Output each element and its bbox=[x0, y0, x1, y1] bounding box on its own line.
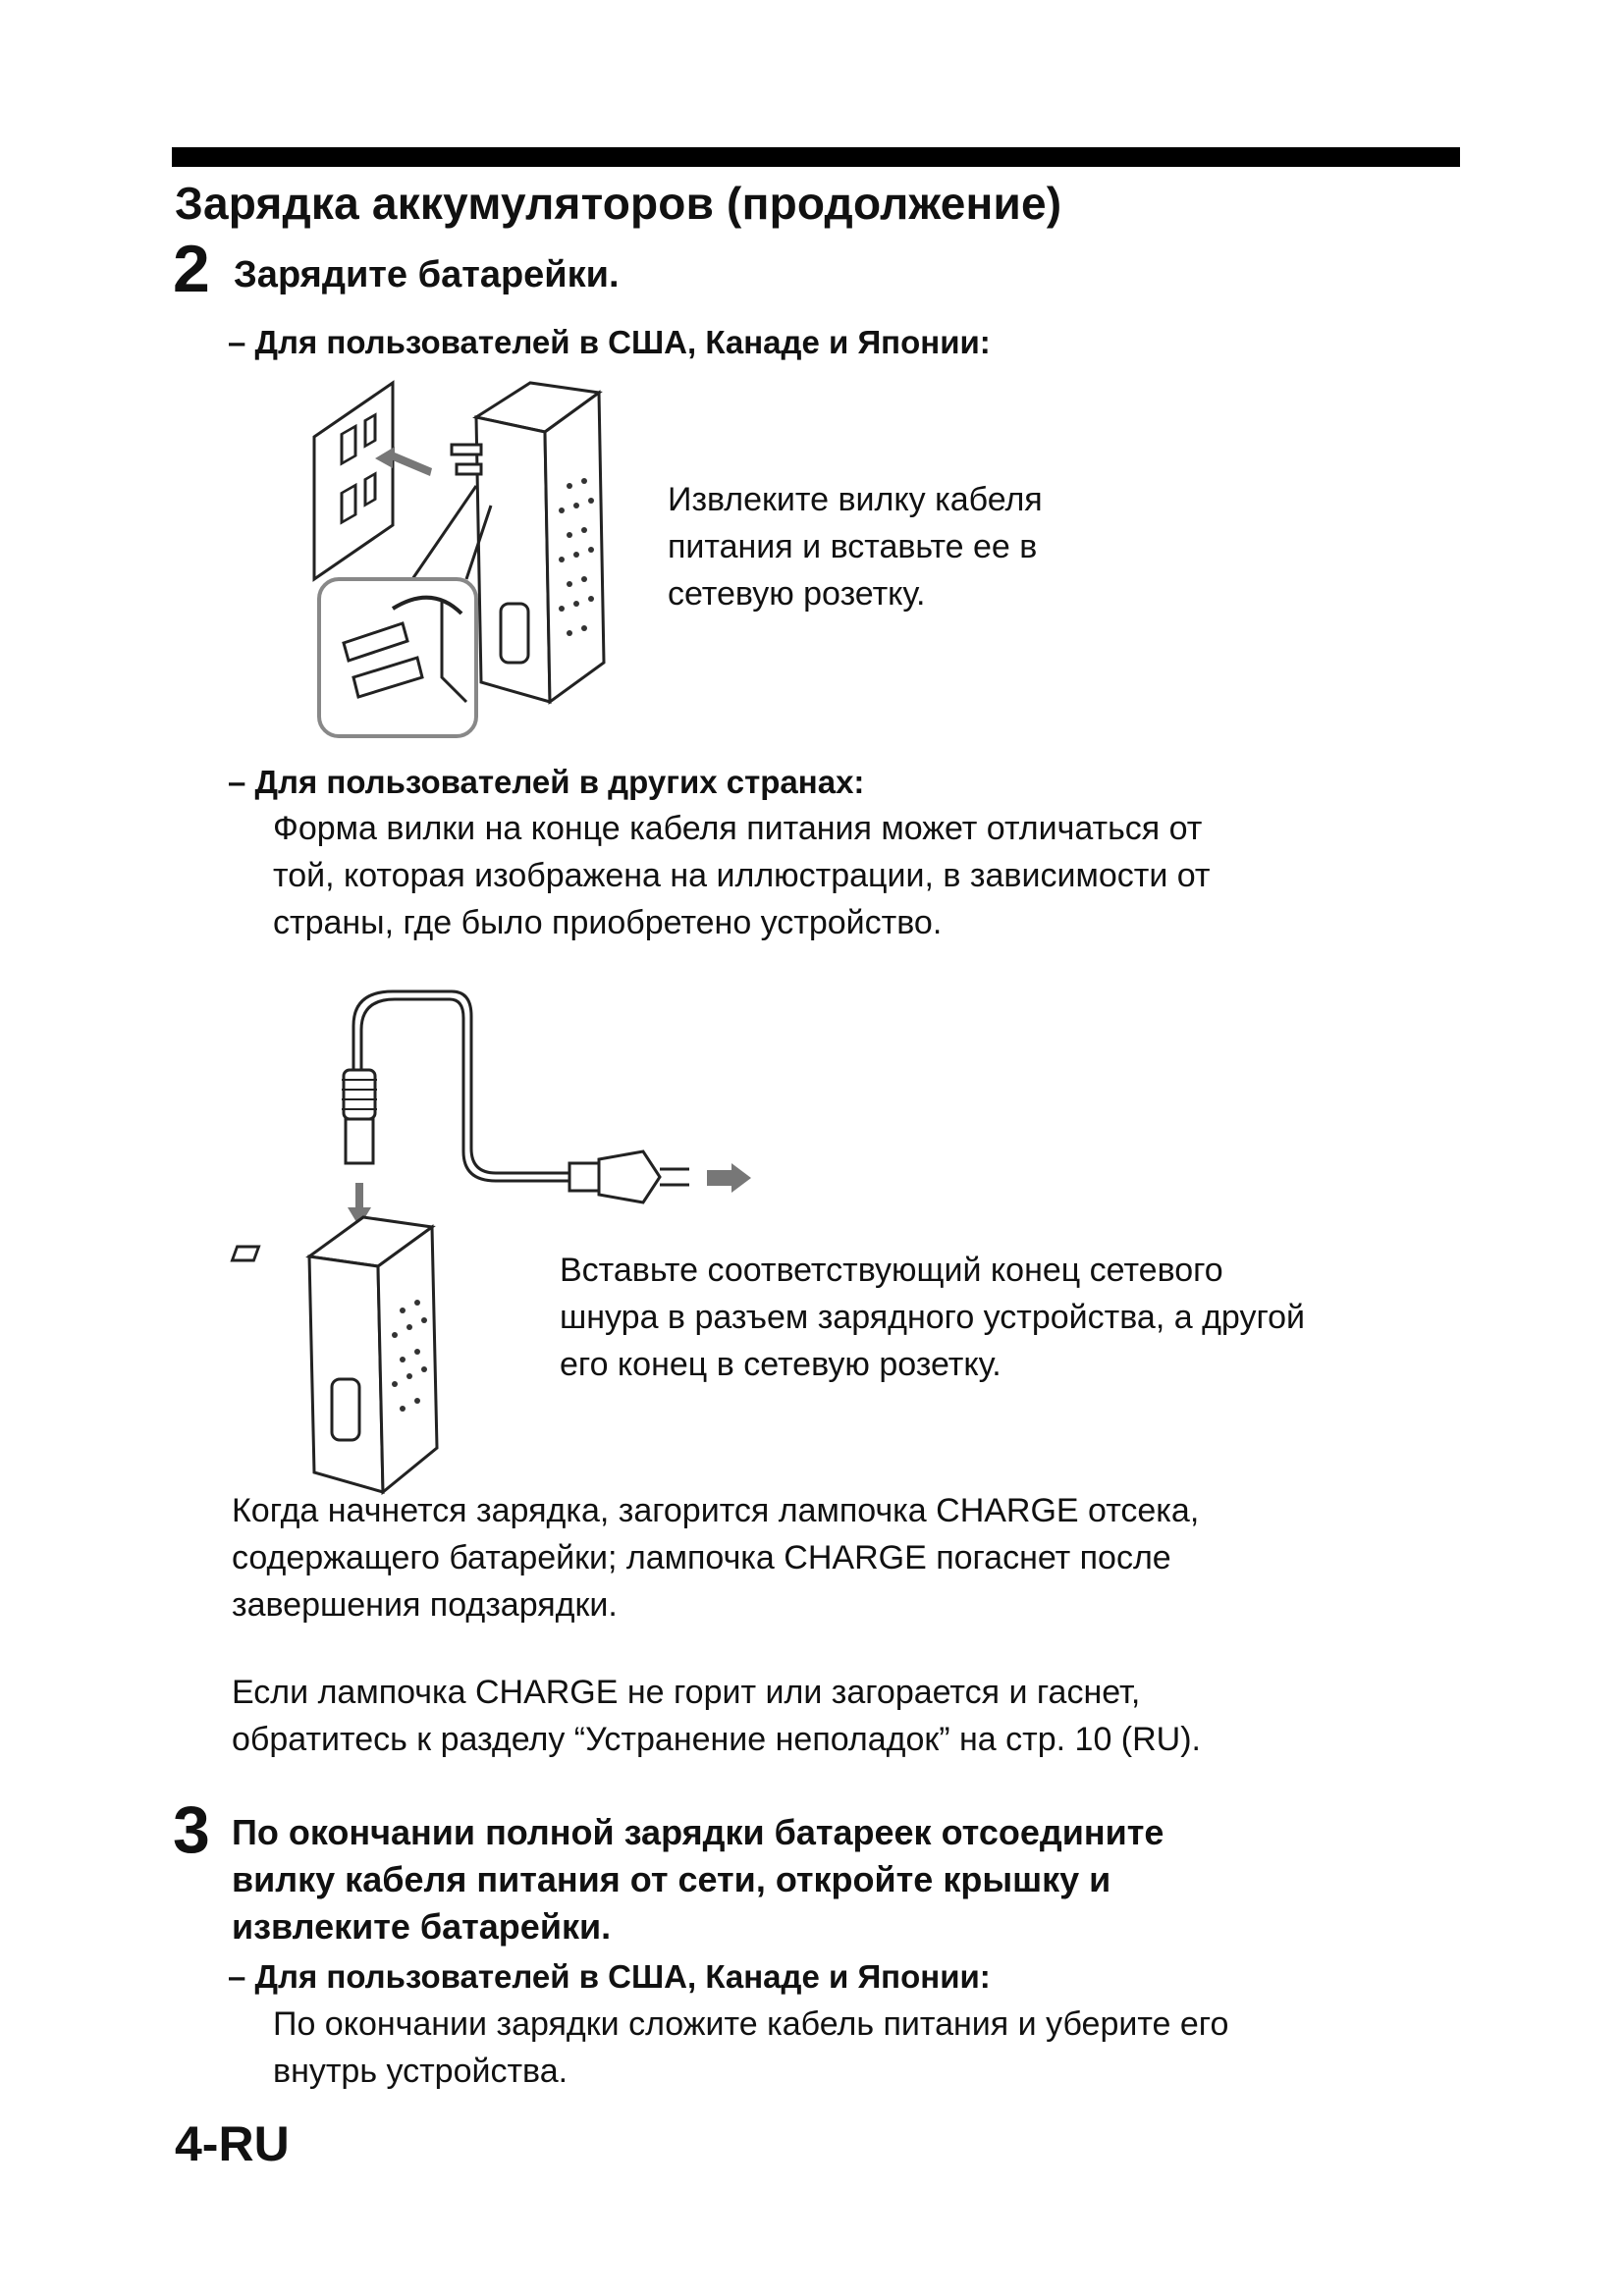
title-line: По окончании полной зарядки батареек отсоедините bbox=[232, 1812, 1164, 1852]
text-line: страны, где было приобретено устройство. bbox=[273, 904, 943, 941]
step-2-other-text bbox=[273, 805, 1211, 946]
caption-line: Вставьте соответствующий конец сетевого bbox=[560, 1252, 1223, 1289]
title-line: вилку кабеля питания от сети, откройте крышку и bbox=[232, 1859, 1111, 1899]
text-line: содержащего батарейки; лампочка CHARGE погаснет после bbox=[232, 1539, 1171, 1576]
title-line: извлеките батарейки. bbox=[232, 1906, 612, 1947]
step-3-us-heading: – Для пользователей в США, Канаде и Японии: bbox=[228, 1958, 991, 1995]
text-line: внутрь устройства. bbox=[273, 2053, 568, 2090]
step-3-number: 3 bbox=[173, 1792, 210, 1867]
text-line: Если лампочка CHARGE не горит или загорается и гаснет, bbox=[232, 1674, 1141, 1711]
text-line: завершения подзарядки. bbox=[232, 1586, 618, 1624]
text-line: обратитесь к разделу “Устранение неполадок” на стр. 10 (RU). bbox=[232, 1721, 1201, 1758]
caption-line: питания и вставьте ее в bbox=[668, 528, 1038, 565]
ac-cord-icon bbox=[342, 991, 569, 1181]
step-2-us-heading: – Для пользователей в США, Канаде и Японии: bbox=[228, 324, 991, 360]
caption-line: шнура в разъем зарядного устройства, а другой bbox=[560, 1299, 1306, 1336]
step-3-title bbox=[232, 1809, 1164, 1950]
caption-line: его конец в сетевую розетку. bbox=[560, 1346, 1001, 1383]
text-line: Форма вилки на конце кабеля питания может отличаться от bbox=[273, 810, 1203, 847]
euro-plug-icon bbox=[569, 1151, 689, 1202]
wall-socket-icon bbox=[314, 383, 393, 579]
troubleshooting-note bbox=[232, 1669, 1201, 1763]
text-line: По окончании зарядки сложите кабель питания и уберите его bbox=[273, 2005, 1229, 2043]
step-2-us-caption bbox=[668, 476, 1043, 617]
caption-line: Извлеките вилку кабеля bbox=[668, 481, 1043, 518]
step-2-title: Зарядите батарейки. bbox=[234, 254, 620, 295]
text-line: Когда начнется зарядка, загорится лампочка CHARGE отсека, bbox=[232, 1492, 1200, 1529]
step-2-other-caption bbox=[560, 1247, 1305, 1388]
charger-cord-illustration bbox=[295, 987, 766, 1497]
step-2-number: 2 bbox=[173, 232, 210, 306]
caption-line: сетевую розетку. bbox=[668, 575, 926, 613]
charger-icon bbox=[232, 1217, 437, 1492]
step-3-us-text bbox=[273, 2001, 1228, 2095]
charge-lamp-note bbox=[232, 1487, 1199, 1629]
step-2-other-heading: – Для пользователей в других странах: bbox=[228, 764, 865, 800]
page-title: Зарядка аккумуляторов (продолжение) bbox=[175, 178, 1062, 229]
page-number: 4-RU bbox=[175, 2116, 290, 2171]
text-line: той, которая изображена на иллюстрации, в зависимости от bbox=[273, 857, 1211, 894]
charger-wall-illustration bbox=[295, 378, 619, 741]
header-rule bbox=[172, 147, 1460, 167]
